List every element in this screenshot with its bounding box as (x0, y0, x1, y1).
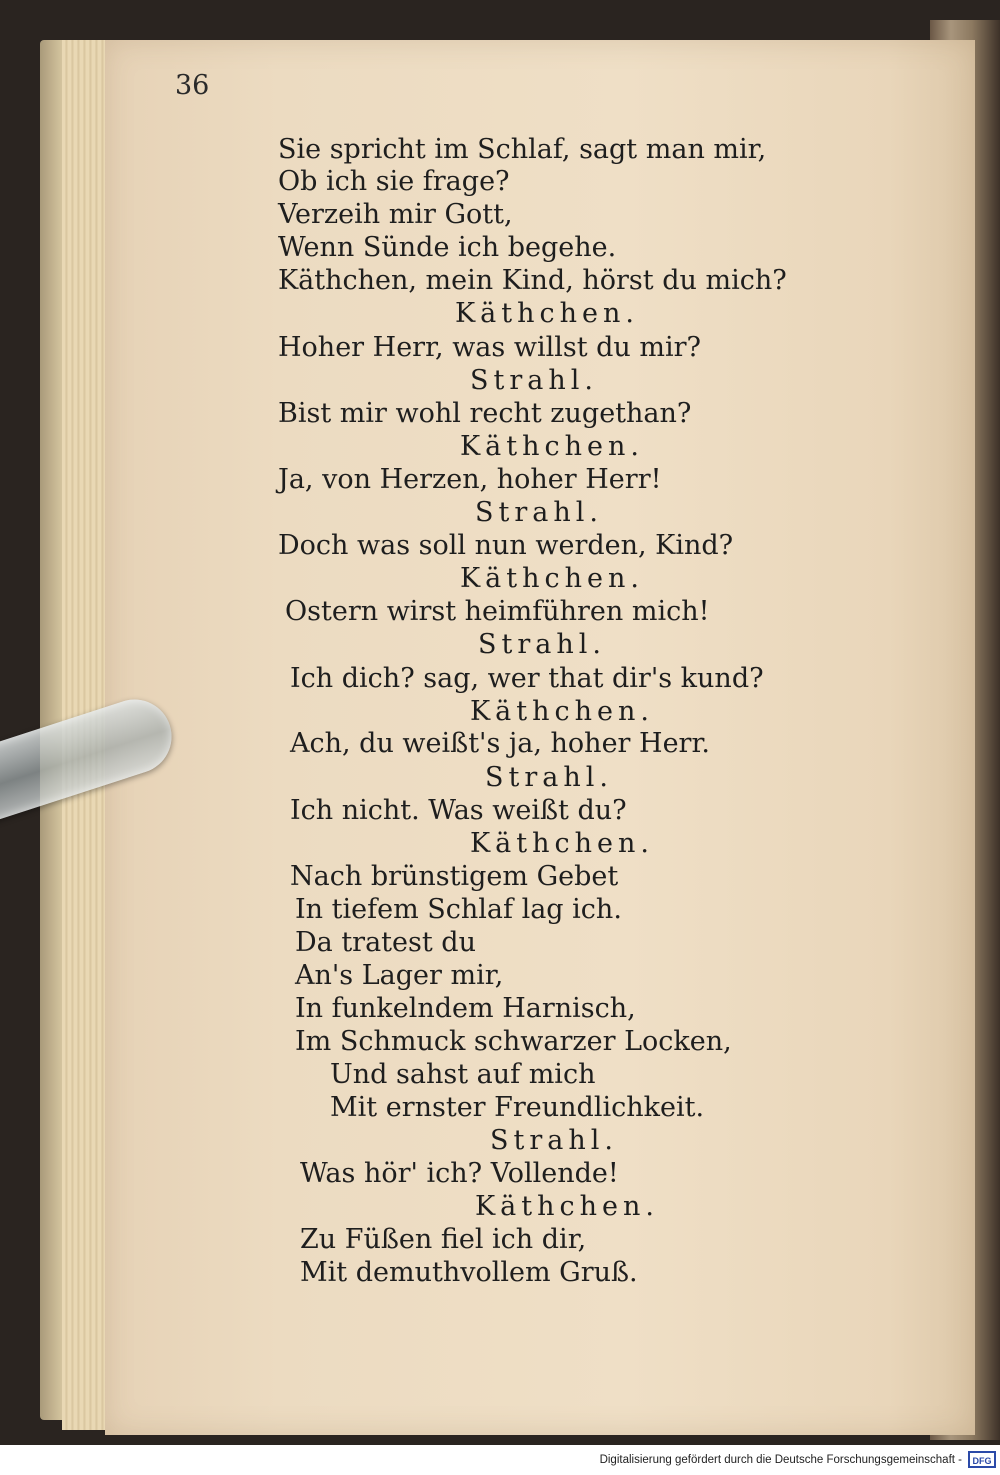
footer-bar (0, 1445, 1000, 1475)
speaker-name: Käthchen. (475, 1191, 659, 1222)
verse-line: Mit demuthvollem Gruß. (300, 1257, 638, 1288)
verse-line: Was hör' ich? Vollende! (300, 1158, 619, 1189)
verse-line: Ich dich? sag, wer that dir's kund? (290, 663, 764, 694)
verse-line: Und sahst auf mich (330, 1059, 596, 1090)
speaker-name: Käthchen. (460, 563, 644, 594)
verse-line: Im Schmuck schwarzer Locken, (295, 1026, 732, 1057)
speaker-name: Strahl. (470, 365, 598, 396)
speaker-name: Käthchen. (470, 696, 654, 727)
verse-line: Wenn Sünde ich begehe. (278, 232, 617, 263)
verse-line: In tiefem Schlaf lag ich. (295, 894, 622, 925)
speaker-name: Strahl. (490, 1125, 618, 1156)
speaker-name: Käthchen. (455, 298, 639, 329)
verse-line: Käthchen, mein Kind, hörst du mich? (278, 265, 787, 296)
verse-line: Ich nicht. Was weißt du? (290, 795, 627, 826)
verse-line: Verzeih mir Gott, (278, 199, 513, 230)
verse-line: In funkelndem Harnisch, (295, 993, 636, 1024)
verse-line: Zu Füßen fiel ich dir, (300, 1224, 587, 1255)
verse-line: Sie spricht im Schlaf, sagt man mir, (278, 134, 767, 165)
verse-line: Nach brünstigem Gebet (290, 861, 619, 892)
verse-line: Ostern wirst heimführen mich! (285, 596, 710, 627)
speaker-name: Käthchen. (460, 431, 644, 462)
verse-line: Mit ernster Freundlichkeit. (330, 1092, 705, 1123)
verse-line: Da tratest du (295, 927, 476, 958)
verse-line: Doch was soll nun werden, Kind? (278, 530, 734, 561)
speaker-name: Strahl. (475, 497, 603, 528)
verse-line: Ob ich sie frage? (278, 166, 510, 197)
verse-line: Ja, von Herzen, hoher Herr! (278, 464, 662, 495)
speaker-name: Käthchen. (470, 828, 654, 859)
verse-line: An's Lager mir, (295, 960, 504, 991)
verse-line: Hoher Herr, was willst du mir? (278, 332, 702, 363)
funding-credit: Digitalisierung gefördert durch die Deutsche Forschungsgemeinschaft - (599, 1454, 962, 1466)
speaker-name: Strahl. (485, 762, 613, 793)
speaker-name: Strahl. (478, 629, 606, 660)
verse-line: Ach, du weißt's ja, hoher Herr. (290, 728, 710, 759)
verse-line: Bist mir wohl recht zugethan? (278, 398, 692, 429)
page-number: 36 (175, 70, 210, 101)
dfg-logo-icon: DFG (968, 1451, 996, 1468)
